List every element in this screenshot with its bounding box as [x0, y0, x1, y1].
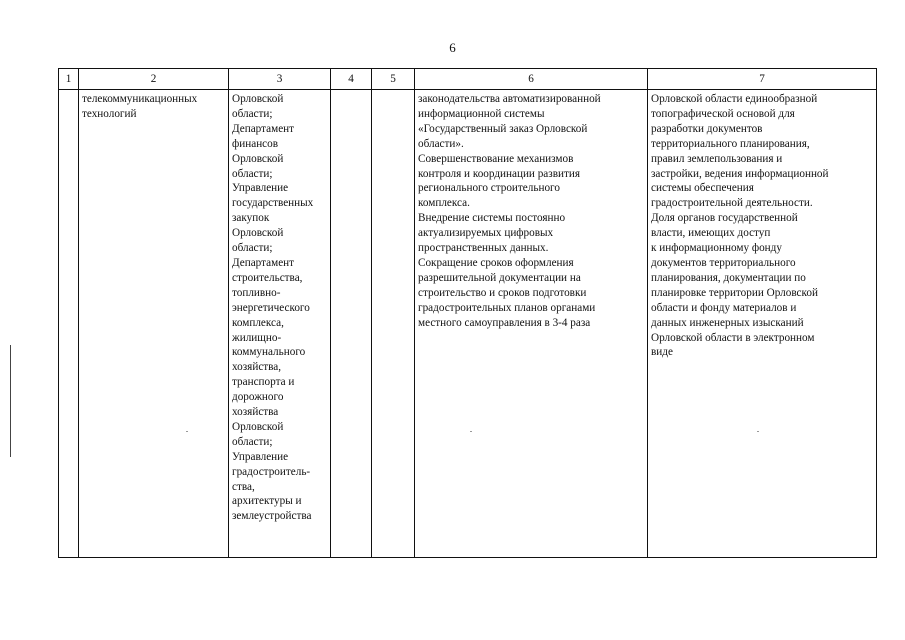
table-cell-col4: [331, 90, 372, 558]
column-header: 1: [59, 69, 79, 90]
column-header: 4: [331, 69, 372, 90]
scan-edge-mark: [10, 345, 11, 457]
table-row: [59, 90, 877, 558]
table-header-row: [59, 69, 877, 90]
table-cell-col2: телекоммуникационных технологий: [79, 90, 229, 558]
page-number: 6: [449, 40, 456, 55]
table-cell-col1: [59, 90, 79, 558]
table-cell-col6: законодательства автоматизированной информационной системы «Государственный заказ Орловской области». Совершенствование механизмов контроля и координации развития регионального строительного комплекса. Внедрение системы постоянно актуализируемых цифровых пространственных данных. Сокращение сроков оформления разрешительной документации на строительство и сроков подготовки градостроительных планов органами местного самоуправления в 3-4 раза: [415, 90, 648, 558]
document-table: [58, 68, 877, 558]
column-header: 7: [648, 69, 877, 90]
scan-speck: [757, 431, 759, 432]
table-cell-col5: [372, 90, 415, 558]
scan-speck: [186, 431, 188, 432]
column-header: 6: [415, 69, 648, 90]
column-header: 5: [372, 69, 415, 90]
column-header: 2: [79, 69, 229, 90]
column-header: 3: [229, 69, 331, 90]
table-cell-col7: Орловской области единообразной топографической основой для разработки документов территориального планирования, правил землепользования и застройки, ведения информационной системы обеспечения градостроительной деятельности. Доля органов государственной власти, имеющих доступ к информационному фонду документов территориального планирования, документации по планировке территории Орловской области и фонду материалов и данных инженерных изысканий Орловской области в электронном виде: [648, 90, 877, 558]
scan-speck: [470, 431, 472, 432]
table-cell-col3: Орловской области; Департамент финансов Орловской области; Управление государственных закупок Орловской области; Департамент строительства, топливно- энергетического комплекса, жилищно- коммунального хозяйства, транспорта и дорожного хозяйства Орловской области; Управление градостроитель- ства, архитектуры и землеустройства: [229, 90, 331, 558]
